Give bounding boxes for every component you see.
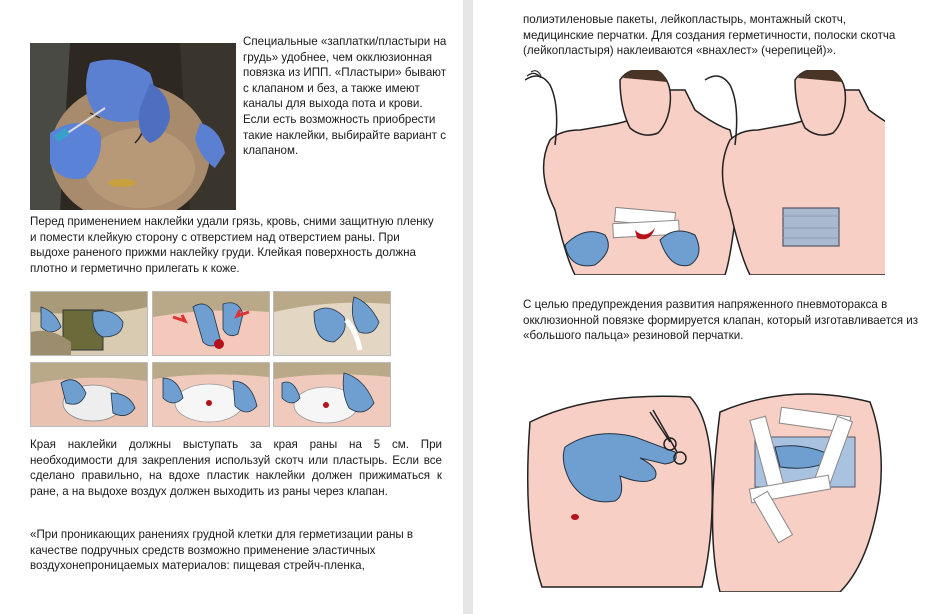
- step-panel-2: [152, 291, 270, 356]
- chest-seal-photo: [30, 43, 236, 210]
- application-paragraph: Перед применением наклейки удали грязь, кровь, сними защитную пленку и помести клейкую сторону с отверстием над отверстием раны. При выдохе раненого прижми наклейку груди. Клейкая поверхность должна плотно и герметично прилегать к коже.: [30, 215, 434, 275]
- glove-and-scissors-illustration: [528, 396, 713, 587]
- continuation-paragraph: полиэтиленовые пакеты, лейкопластырь, монтажный скотч, медицинские перчатки. Для создания герметичности, полоски скотча (лейкопластыря) наклеиваются «внахлест» (черепицей)».: [523, 13, 896, 58]
- right-page: [473, 0, 942, 614]
- step-panel-1: [30, 291, 148, 356]
- page-gutter: [463, 0, 473, 614]
- valve-paragraph: С целью предупреждения развития напряженного пневмоторакса в окклюзионной повязке формируется клапан, который изготавливается из «большого пальца» резиновой перчатки.: [523, 298, 919, 343]
- valve-dressing-illustration: [713, 394, 882, 592]
- quote-paragraph: «При проникающих ранениях грудной клетки для герметизации раны в качестве подручных средств возможно применение эластичных воздухонепроницаемых материалов: пищевая стрейч-пленка,: [30, 528, 414, 573]
- glove-valve-illustration: [525, 392, 885, 592]
- step-panel-3: [273, 291, 391, 356]
- edges-paragraph: Края наклейки должны выступать за края раны на 5 см. При необходимости для закрепления используй скотч или пластырь. Если все сделано правильно, на вдохе пластик наклейки должен прижиматься к ране, а на выдохе воздух должен выходить из раны через клапан.: [30, 438, 442, 498]
- occlusive-dressing-illustration: [525, 70, 885, 275]
- step-panel-4: [30, 362, 148, 427]
- step-panel-6: [273, 362, 391, 427]
- left-page: [0, 0, 463, 614]
- torso-before-illustration: [525, 70, 737, 275]
- step-panel-5: [152, 362, 270, 427]
- intro-paragraph: Специальные «заплатки/пластыри на грудь» удобнее, чем окклюзионная повязка из ИПП. «Пластыри» бывают с клапаном и без, а также имеют каналы для выхода пота и крови. Если есть возможность приобрести такие наклейки, выбирайте вариант с клапаном.: [243, 35, 447, 158]
